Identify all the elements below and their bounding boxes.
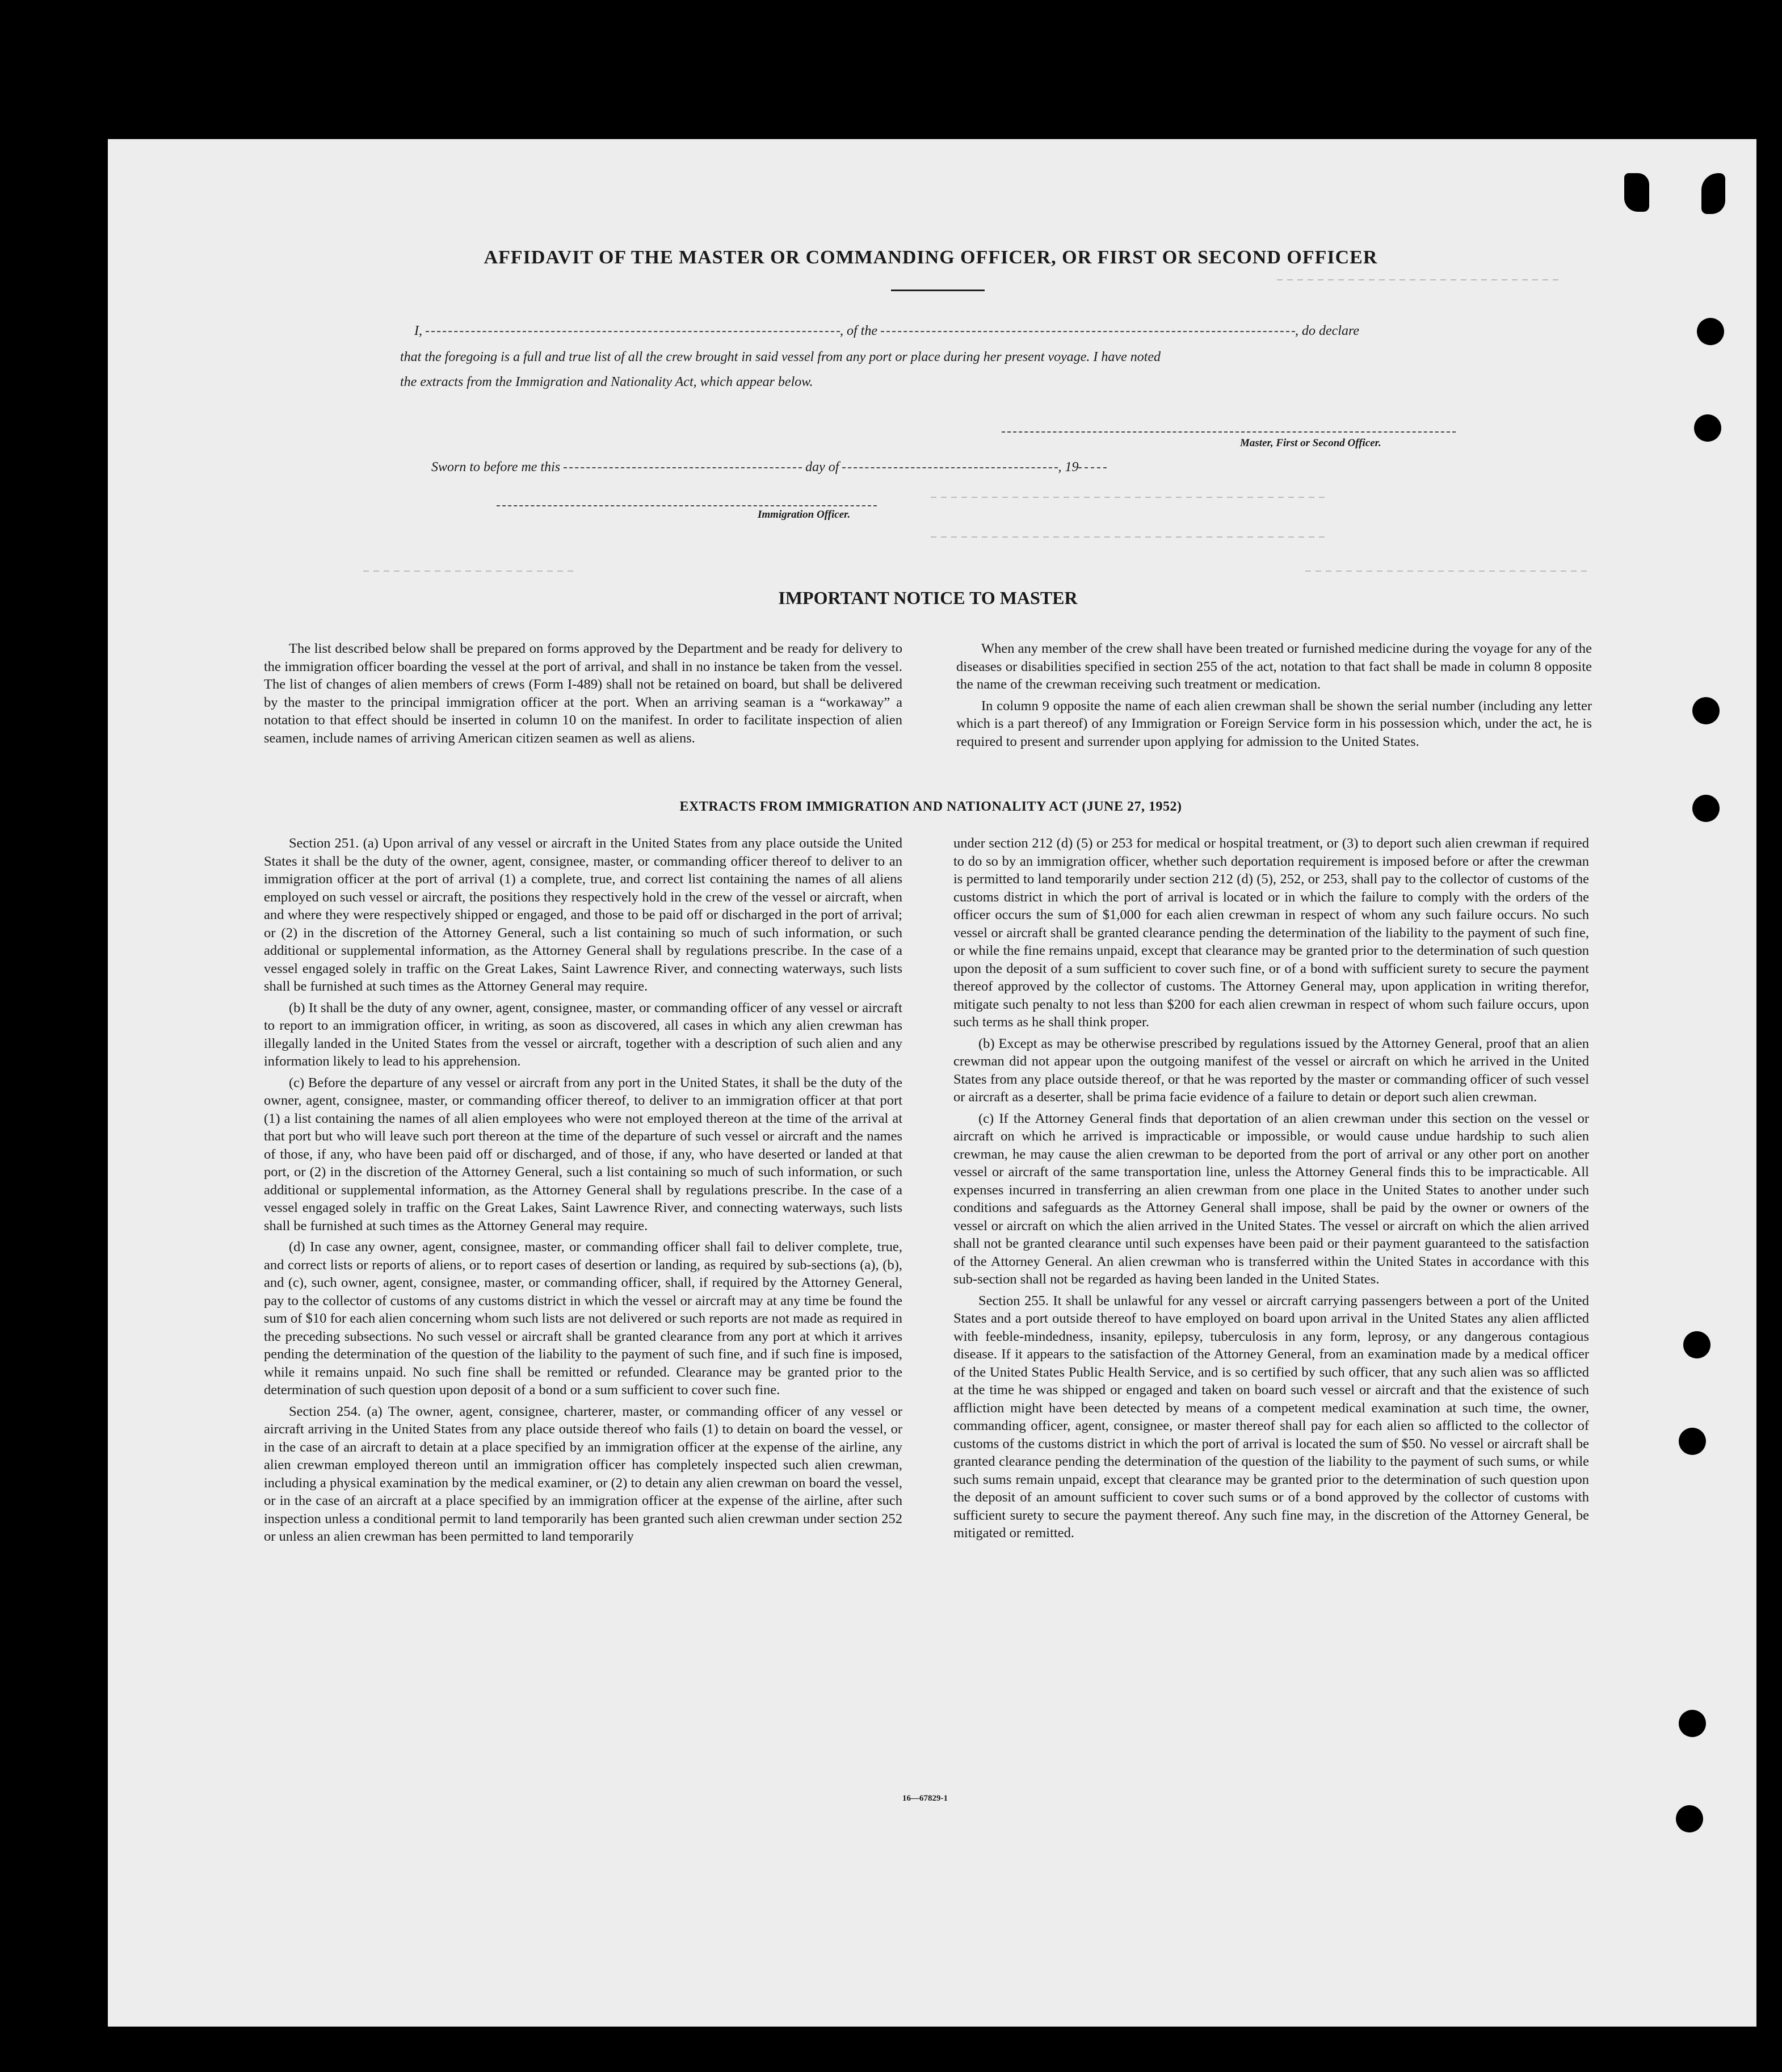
extracts-left-column <box>264 834 902 1549</box>
act-paragraph: (c) Before the departure of any vessel or aircraft from any port in the United States, it shall be the duty of the owner, agent, consignee, master, or commanding officer thereof, to deliver to an immigration officer at that port (1) a list containing the names of all alien employees who were not employed thereon at the time of the arrival at that port but who will leave such port thereon at the time of the departure of such vessel or aircraft and the names of those, if any, who have been paid off or discharged, and of those, if any, who have deserted or landed at that port, or (2) in the discretion of the Attorney General, such a list containing so much of such information, or such additional or supplemental information, as the Attorney General shall by regulations prescribe. In the case of a vessel engaged solely in traffic on the Great Lakes, Saint Lawrence River, and connecting waterways, such lists shall be furnished at such times as the Attorney General may require. <box>264 1075 902 1234</box>
declaration-suffix: , do declare <box>1295 324 1360 338</box>
binder-hole <box>1679 1710 1706 1737</box>
officer-caption: Immigration Officer. <box>758 509 851 521</box>
act-paragraph: (b) It shall be the duty of any owner, agent, consignee, master, or commanding officer of any vessel or aircraft to report to an immigration officer, in writing, as soon as discovered, all cases in which any alien crewman has illegally landed in the United States from the vessel or aircraft, together with a description of such alien and any information likely to lead to his apprehension. <box>264 1000 902 1069</box>
bleed-through-line <box>931 536 1328 538</box>
sworn-month-blank[interactable] <box>842 467 1058 468</box>
binder-hole <box>1676 1805 1703 1832</box>
bleed-through-line <box>1305 571 1589 572</box>
master-signature-line[interactable] <box>1002 431 1456 433</box>
sworn-prefix: Sworn to before me this <box>431 460 561 475</box>
act-paragraph: Section 255. It shall be unlawful for any vessel or aircraft carrying passengers between a port of the United States and a port outside thereof to have employed on board upon arrival in the United States any alien afflicted with feeble-mindedness, insanity, epilepsy, tuberculosis in any form, leprosy, or any dangerous contagious disease. If it appears to the satisfaction of the Attorney General, from an examination made by a medical officer of the United States Public Health Service, and is so certified by such officer, that any such alien was so afflicted at the time he was shipped or engaged and taken on board such vessel or aircraft and that the existence of such affliction might have been detected by means of a competent medical examination at such time, the owner, commanding officer, agent, consignee, or master thereof shall pay for each alien so afflicted to the collector of customs of the customs district in which the port of arrival is located the sum of $50. No vessel or aircraft shall be granted clearance pending the determination of the question of the liability to the payment of such sums, or while such sums remain unpaid, except that clearance may be granted prior to the determination of such question upon the deposit of an amount sufficient to cover such sums or of a bond approved by the collector of customs with sufficient surety to secure the payment thereof. Any such fine may, in the discretion of the Attorney General, be mitigated or remitted. <box>953 1293 1589 1541</box>
declaration-prefix: I, <box>414 324 422 338</box>
title-underline <box>891 290 985 291</box>
binder-hole <box>1697 318 1724 345</box>
act-paragraph: (d) In case any owner, agent, consignee, master, or commanding officer shall fail to deliver complete, true, and correct lists or reports of aliens, or to report cases of desertion or landing, as required by sub-sections (a), (b), and (c), such owner, agent, consignee, master, or commanding officer, shall, if required by the Attorney General, pay to the collector of customs of any customs district in which the vessel or aircraft may at any time be found the sum of $10 for each alien concerning whom such lists are not delivered or such reports are not made as required in the preceding subsections. No such vessel or aircraft shall be granted clearance from any port at which it arrives pending the determination of the question of the liability to the payment of such fine, and if such fine is imposed, while it remains unpaid. No such fine shall be remitted or refunded. Clearance may be granted prior to the determination of such question upon deposit of a bond or a sum sufficient to cover such fine. <box>264 1239 902 1398</box>
sworn-middle: day of <box>805 460 839 475</box>
notice-right-column <box>956 640 1592 754</box>
name-blank[interactable] <box>426 331 840 332</box>
form-number: 16—67829-1 <box>902 1794 948 1803</box>
binder-hole <box>1694 414 1721 442</box>
bleed-through-line <box>363 571 573 572</box>
declaration-middle: , of the <box>840 324 877 338</box>
binder-hole <box>1679 1428 1706 1455</box>
binder-hole <box>1683 1331 1710 1358</box>
master-caption: Master, First or Second Officer. <box>1240 437 1381 449</box>
extracts-right-column <box>953 834 1589 1546</box>
declaration-line-2: that the foregoing is a full and true list of all the crew brought in said vessel from any port or place during her present voyage. I have noted <box>400 350 1161 364</box>
binder-hole <box>1692 795 1720 822</box>
bleed-through-line <box>1277 279 1561 280</box>
notice-title: IMPORTANT NOTICE TO MASTER <box>778 588 1078 608</box>
act-paragraph: Section 251. (a) Upon arrival of any vessel or aircraft in the United States from any place outside the United States it shall be the duty of the owner, agent, consignee, master, or commanding officer thereof to deliver to an immigration officer at the port of arrival (1) a complete, true, and correct list containing the names of all aliens employed on such vessel or aircraft, the positions they respectively hold in the crew of the vessel or aircraft, when and where they were respectively shipped or engaged, and those to be paid off or discharged in the port of arrival; or (2) in the discretion of the Attorney General, such a list containing so much of such information, or such additional or supplemental information, as the Attorney General shall by regulations prescribe. In the case of a vessel engaged solely in traffic on the Great Lakes, Saint Lawrence River, and connecting waterways, such lists shall be furnished at such times as the Attorney General may require. <box>264 836 902 994</box>
declaration-line-3: the extracts from the Immigration and Nationality Act, which appear below. <box>400 375 813 389</box>
corner-mark <box>1624 173 1649 212</box>
act-paragraph: Section 254. (a) The owner, agent, consignee, charterer, master, or commanding officer of any vessel or aircraft arriving in the United States from any place outside thereof who fails (1) to detain on board the vessel, or in the case of an aircraft to detain at a place specified by an immigration officer at the expense of the airline, any alien crewman employed thereon until an immigration officer has completely inspected such alien crewman, including a physical examination by the medical examiner, or (2) to detain any alien crewman on board the vessel, or in the case of an aircraft at a place specified by an immigration officer at the expense of the airline, after such inspection unless a conditional permit to land temporarily has been granted such alien crewman under section 252 or unless an alien crewman has been permitted to land temporarily <box>264 1403 902 1544</box>
sworn-suffix: , 19 <box>1058 460 1079 475</box>
vessel-blank[interactable] <box>881 331 1295 332</box>
extracts-title: EXTRACTS FROM IMMIGRATION AND NATIONALITY ACT (JUNE 27, 1952) <box>679 799 1182 814</box>
affidavit-title: AFFIDAVIT OF THE MASTER OR COMMANDING OFFICER, OR FIRST OR SECOND OFFICER <box>484 247 1378 268</box>
bleed-through-line <box>931 497 1328 498</box>
notice-paragraph: The list described below shall be prepared on forms approved by the Department and be ready for delivery to the immigration officer boarding the vessel at the port of arrival, and shall in no instance be taken from the vessel. The list of changes of alien members of crews (Form I-489) shall not be retained on board, but shall be delivered by the master to the principal immigration officer at the port. When an arriving seaman is a “workaway” a notation to that effect should be inserted in column 10 on the manifest. In order to facilitate inspection of alien seamen, include names of arriving American citizen seamen as well as aliens. <box>264 641 902 746</box>
sworn-day-blank[interactable] <box>564 467 802 468</box>
act-paragraph: (b) Except as may be otherwise prescribed by regulations issued by the Attorney General, proof that an alien crewman did not appear upon the outgoing manifest of the vessel or aircraft on which he arrived in the United States from any place outside thereof, or that he was reported by the master or commanding officer of such vessel or aircraft as a deserter, shall be prima facie evidence of a failure to detain or deport such alien crewman. <box>953 1035 1589 1105</box>
officer-signature-line[interactable] <box>497 505 877 506</box>
notice-paragraph: In column 9 opposite the name of each alien crewman shall be shown the serial number (including any letter which is a part thereof) of any Immigration or Foreign Service form in his possession which, under the act, he is required to present and surrender upon applying for admission to the United States. <box>956 698 1592 749</box>
declaration-line-1 <box>414 318 1459 344</box>
binder-hole <box>1692 697 1720 724</box>
act-paragraph: under section 212 (d) (5) or 253 for medical or hospital treatment, or (3) to deport such alien crewman if required to do so by an immigration officer, whether such deportation requirement is imposed before or after the crewman is permitted to land temporarily under section 212 (d) (5), 252, or 253, shall pay to the collector of customs of the customs district in which the port of arrival is located or in which the failure to comply with the orders of the officer occurs the sum of $1,000 for each alien crewman in respect of whom any such failure occurs. No such vessel or aircraft shall be granted clearance pending the determination of the liability to the payment of such fine, or while the fine remains unpaid, except that clearance may be granted prior to the determination of such question upon the deposit of a sum sufficient to cover such fine, or of a bond with sufficient surety to secure the payment thereof approved by the collector of customs. The Attorney General may, upon application in writing therefor, mitigate such penalty to not less than $200 for each alien crewman in respect of whom such failure occurs, upon such terms as he shall think proper. <box>953 836 1589 1030</box>
act-paragraph: (c) If the Attorney General finds that deportation of an alien crewman under this section on the vessel or aircraft on which he arrived is impracticable or impossible, or would cause undue hardship to such alien crewman, he may cause the alien crewman to be deported from the port of arrival or any other port on another vessel or aircraft of the same transportation line, unless the Attorney General finds this to be impracticable. All expenses incurred in transferring an alien crewman from one place in the United States to another under such conditions and safeguards as the Attorney General shall impose, shall be paid by the owner or owners of the vessel or aircraft on which the alien arrived in the United States. The vessel or aircraft on which the alien arrived shall not be granted clearance until such expenses have been paid or their payment guaranteed to the satisfaction of the Attorney General. An alien crewman who is transferred within the United States in accordance with this sub-section shall not be regarded as having been landed in the United States. <box>953 1110 1589 1287</box>
sworn-year-blank[interactable] <box>1078 467 1107 468</box>
notice-paragraph: When any member of the crew shall have been treated or furnished medicine during the voyage for any of the diseases or disabilities specified in section 255 of the act, notation to that fact shall be made in column 8 opposite the name of the crewman receiving such treatment or medication. <box>956 641 1592 692</box>
corner-mark <box>1701 173 1725 214</box>
sworn-line <box>431 454 1192 480</box>
notice-left-column <box>264 640 902 750</box>
